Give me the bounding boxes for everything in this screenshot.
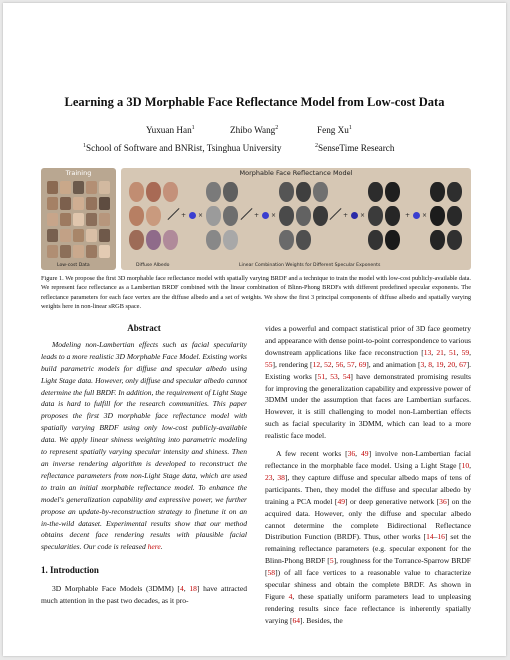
affiliation-1: $^1$School of Software and BNRist, Tsinghua University: [83, 142, 282, 153]
citation-ref[interactable]: 58: [267, 568, 276, 578]
introduction-heading: 1. Introduction: [41, 565, 99, 576]
citation-ref[interactable]: 16: [437, 532, 445, 542]
teaser-figure: [41, 168, 471, 270]
citation-ref[interactable]: 23: [265, 472, 273, 482]
citation-ref[interactable]: 18: [189, 584, 197, 594]
weight-dot-1: [189, 212, 196, 219]
citation-ref[interactable]: 57: [347, 359, 355, 369]
citation-ref[interactable]: 10: [461, 460, 470, 470]
citation-ref[interactable]: 36: [439, 496, 447, 506]
citation-ref[interactable]: 36: [347, 449, 356, 459]
citation-ref[interactable]: 12: [312, 359, 321, 369]
training-header: Training: [65, 169, 92, 177]
affiliation-2: $^2$SenseTime Research: [315, 142, 395, 153]
intro-paragraph: 3D Morphable Face Models (3DMM) [4, 18] have attracted much attention in the past two decades, as it pro-: [41, 584, 248, 606]
weight-dot-4: [413, 212, 420, 219]
author-3: Feng Xu$^1$: [317, 124, 352, 135]
weights-label: Linear Combination Weights for Different Specular Exponents: [239, 263, 381, 268]
citation-ref[interactable]: 59: [461, 347, 470, 357]
weight-dot-3: [351, 212, 358, 219]
code-release-link[interactable]: here: [147, 542, 161, 552]
paper-page: [3, 3, 506, 656]
abstract-text: Modeling non-Lambertian effects such as facial specularity leads to a more realistic 3D Morphable Face Model. Existing works build parametric models for diffuse and specular albedo using Light Stage data. However, only diffuse and specular albedo cannot determine the full BRDF. In addition, the requirement of Light Stage data is hard to fulfill for the research communities. This paper proposes the first 3D morphable face reflectance model with spatially varying BRDF using only low-cost publicly-available data. We apply linear shiness weighting into parametric modeling to represent spatially varying specular intensity and shiness. Then an inverse rendering algorithm is developed to reconstruct the reflectance parameters from non-Light Stage data, which are used to train an initial morphable reflectance model. To enhance the model's generalization capability and expressive power, we further propose an update-by-reconstruction strategy to finetune it on an in-the-wild dataset. Experimental results show that our method obtains decent face rendering results with plausible facial specularities. Our code is released here.: [41, 339, 247, 552]
citation-ref[interactable]: 49: [361, 449, 369, 459]
citation-ref[interactable]: 49: [337, 496, 345, 506]
citation-ref[interactable]: 21: [436, 347, 444, 357]
citation-ref[interactable]: 19: [436, 359, 444, 369]
morphable-model-panel: Morphable Face Reflectance Model + × + × + × + × Diffuse Albedo Linear Combination Weights for Different Specular Exponents: [121, 168, 471, 270]
citation-ref[interactable]: 67: [459, 359, 467, 369]
author-2: Zhibo Wang$^2$: [230, 124, 279, 135]
figure-caption: Figure 1. We propose the first 3D morphable face reflectance model with spatially varying BRDF and a technique to train the model with low-cost publicly-available data. We represent face reflectance as a Lambertian BRDF combined with the linear combination of Blinn-Phong BRDFs with different predefined specular exponents. The reflectance parameters for each face vertex are the diffuse albedo and a set of weights. We show the first 3 principal components of diffuse albedo and spatially varying weights here in non-linear sRGB space.: [41, 275, 471, 310]
citation-ref[interactable]: 5: [329, 556, 334, 566]
left-column: [41, 323, 247, 607]
right-paragraph-1: vides a powerful and compact statistical prior of 3D face geometry and appearance with dense point-to-point correspondence to various downstream applications like face reconstruction [13, 21, 51, 59, 55], rendering [12, 52, 56, 57, 69], and animation [3, 8, 19, 20, 67]. Existing works [51, 53, 54] have demonstrated promising results for improving the generalization capability and expressive power of 3DMM under the assumption that faces are Lambertian surfaces. However, it is still challenging to model non-Lambertian effects such as facial specularity in 3DMM, which can lead to a more realistic face model.: [265, 324, 472, 441]
citation-ref[interactable]: 3: [420, 359, 425, 369]
training-panel: [41, 168, 116, 270]
citation-ref[interactable]: 53: [330, 371, 338, 381]
citation-ref[interactable]: 55: [265, 359, 273, 369]
citation-ref[interactable]: 4: [288, 591, 293, 601]
citation-ref[interactable]: 38: [277, 472, 285, 482]
low-cost-data-label: Low-cost Data: [57, 263, 90, 268]
paper-title: Learning a 3D Morphable Face Reflectance Model from Low-cost Data: [64, 95, 445, 109]
citation-ref[interactable]: 4: [179, 584, 184, 594]
citation-ref[interactable]: 8: [428, 359, 433, 369]
author-1: Yuxuan Han$^1$: [146, 124, 195, 135]
citation-ref[interactable]: 13: [423, 347, 432, 357]
model-header: Morphable Face Reflectance Model: [239, 169, 353, 177]
citation-ref[interactable]: 69: [358, 359, 367, 369]
citation-ref[interactable]: 54: [342, 371, 351, 381]
citation-ref[interactable]: 20: [447, 359, 456, 369]
right-column: [265, 323, 471, 627]
citation-ref[interactable]: 51: [448, 347, 457, 357]
weight-dot-2: [262, 212, 269, 219]
citation-ref[interactable]: 51: [317, 371, 326, 381]
citation-ref[interactable]: 64: [292, 615, 301, 625]
citation-ref[interactable]: 56: [335, 359, 344, 369]
diffuse-albedo-label: Diffuse Albedo: [136, 263, 170, 268]
citation-ref[interactable]: 52: [324, 359, 332, 369]
abstract-heading: Abstract: [127, 323, 161, 333]
right-paragraph-2: A few recent works [36, 49] involve non-Lambertian facial reflectance in the morphable face model. Using a Light Stage [10, 23, 38], they capture diffuse and specular albedo maps of tens of participants. Then, they model the diffuse and specular albedo by training a PCA model [49] or deep generative network [36] on the acquired data. However, only the diffuse and specular albedo cannot determine the complete Bidirectional Reflectance Distribution Function (BRDF). Thus, other works [14–16] set the remaining reflectance parameters (e.g. specular exponent for the Blinn-Phong BRDF [5], roughness for the Torrance-Sparrow BRDF [58]) of all face vertices to a reasonable value to characterize specular shiness and obtain the complete BRDF. As shown in Figure 4, these spatially uniform parameters lead to unpleasing rendering results since face reflectance is inherently spatially varying [64]. Besides, the: [265, 449, 472, 625]
citation-ref[interactable]: 14: [426, 532, 434, 542]
